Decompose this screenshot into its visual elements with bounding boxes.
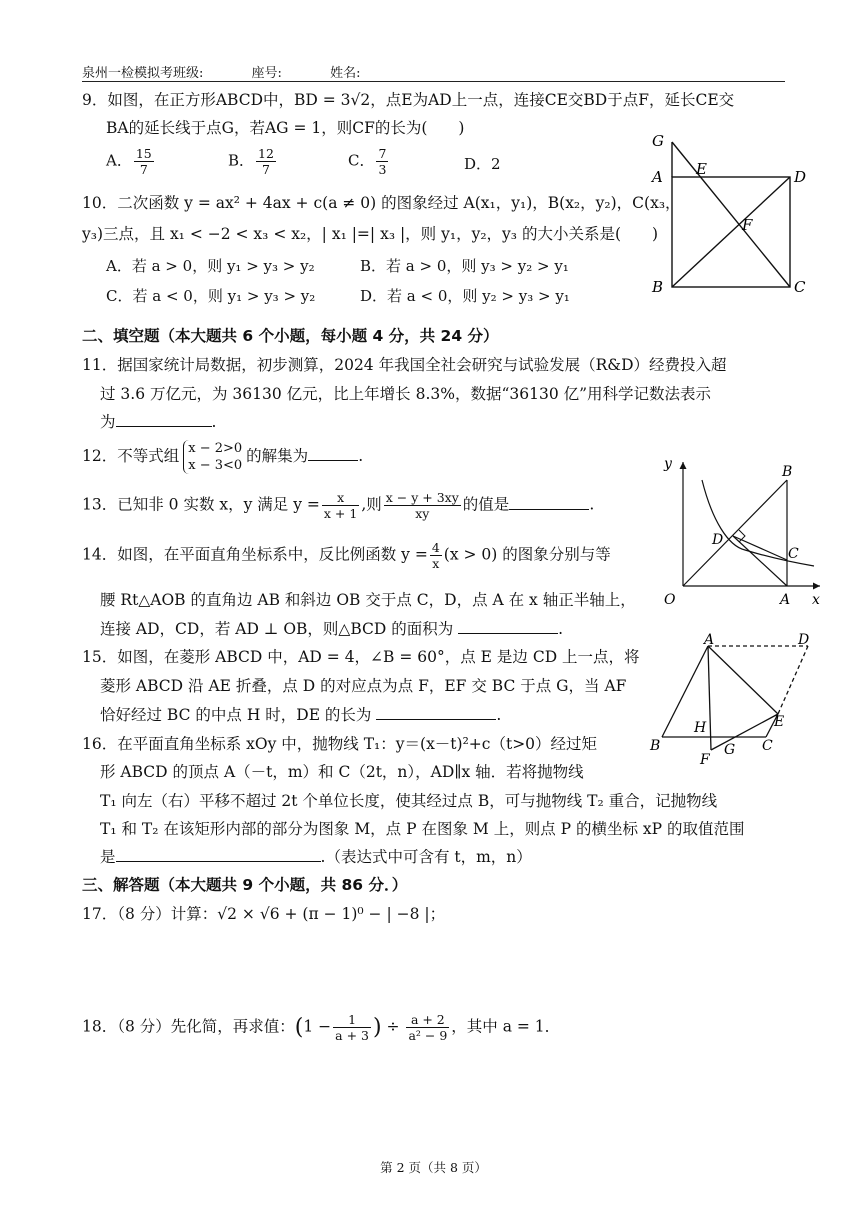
q13-answer-blank[interactable]: [509, 495, 589, 510]
q11-answer-blank[interactable]: [116, 412, 212, 427]
q16-answer-blank[interactable]: [116, 847, 321, 862]
q9-option-b: B． $\frac{12}{7}$: [228, 146, 274, 177]
q10-option-c: C．若 a < 0，则 y₁ > y₃ > y₂: [106, 287, 316, 305]
q15-line1: 15．如图，在菱形 ABCD 中，AD = 4，∠B = 60°，点 E 是边 CD 上一点，将: [82, 648, 640, 666]
label-a: A: [780, 592, 791, 608]
page-footer: 第 2 页（共 8 页）: [380, 1160, 487, 1175]
label-f: F: [700, 752, 710, 768]
q14-line3: 连接 AD，CD，若 AD ⊥ OB，则△BCD 的面积为 .: [100, 620, 564, 638]
name-label: 姓名:: [330, 66, 361, 81]
label-h: H: [694, 720, 707, 736]
q10-option-b: B．若 a > 0，则 y₃ > y₂ > y₁: [360, 257, 569, 275]
label-g: G: [652, 132, 664, 150]
label-d: D: [712, 532, 724, 548]
label-o: O: [664, 592, 676, 608]
label-b: B: [650, 738, 661, 754]
q14-line1: 14．如图，在平面直角坐标系中，反比例函数 y = $\frac{4}{x}$ (x > 0) 的图象分别与等: [82, 540, 611, 571]
header-rule: [82, 81, 785, 82]
q10-option-d: D．若 a < 0，则 y₂ > y₃ > y₁: [360, 287, 570, 305]
label-c: C: [762, 738, 773, 754]
label-y: y: [664, 456, 672, 472]
label-g: G: [724, 742, 736, 758]
q14-coordinate-figure: [650, 450, 830, 615]
q11-line2: 过 3.6 万亿元，为 36130 亿元，比上年增长 8.3%，数据“36130 亿”用科学记数法表示: [100, 385, 712, 403]
label-f: F: [742, 216, 753, 234]
label-a: A: [652, 168, 663, 186]
q12-line: 12．不等式组 x − 2>0 x − 3<0 的解集为 .: [82, 441, 364, 473]
q15-answer-blank[interactable]: [376, 705, 496, 720]
label-b: B: [782, 464, 793, 480]
q18-line: 18．（8 分）先化简，再求值：(1 − $\frac{1}{a + 3}$ ) ÷ $\frac{a + 2}{\text{a² − 9}}$ ，其中 a = 1．: [82, 1012, 561, 1043]
q16-line5: 是 .（表达式中可含有 t，m，n）: [100, 848, 532, 866]
class-label: 泉州一检模拟考班级:: [82, 66, 204, 81]
q9-line2: BA的延长线于点G，若AG = 1，则CF的长为( ): [106, 119, 465, 137]
q14-line2: 腰 Rt△AOB 的直角边 AB 和斜边 OB 交于点 C，D，点 A 在 x 轴正半轴上，: [100, 591, 636, 609]
q17-line: 17．（8 分）计算：√2 × √6 + (π − 1)⁰ − | −8 |；: [82, 905, 446, 923]
q10-line2: y₃)三点，且 x₁ < −2 < x₃ < x₂，| x₁ |=| x₃ |，则 y₁，y₂，y₃ 的大小关系是( ): [82, 225, 659, 243]
seat-label: 座号:: [251, 66, 282, 81]
exam-header: [82, 62, 404, 81]
q13-line: 13．已知非 0 实数 x，y 满足 y = $\frac{x}{x + 1}$ ,则 $\frac{x - y + 3xy}{xy}$ 的值是 .: [82, 490, 595, 521]
label-e: E: [696, 160, 707, 178]
q9-line1: 9．如图，在正方形ABCD中，BD = 3√2，点E为AD上一点，连接CE交BD于点F，延长CE交: [82, 91, 735, 109]
label-d: D: [794, 168, 807, 186]
section-fill-in-title: 二、填空题（本大题共 6 个小题，每小题 4 分，共 24 分）: [82, 327, 499, 345]
q11-line3: 为 .: [100, 413, 217, 431]
q12-answer-blank[interactable]: [308, 446, 358, 461]
q9-option-c: C． $\frac{7}{3}$: [348, 146, 387, 177]
label-x: x: [812, 592, 820, 608]
label-b: B: [652, 278, 664, 296]
label-a: A: [704, 632, 715, 648]
q10-option-a: A．若 a > 0，则 y₁ > y₃ > y₂: [106, 257, 315, 275]
q16-line2: 形 ABCD 的顶点 A（－t，m）和 C（2t，n），AD∥x 轴．若将抛物线: [100, 763, 584, 781]
q9-square-figure: [648, 128, 808, 298]
section-solutions-title: 三、解答题（本大题共 9 个小题，共 86 分．）: [82, 876, 408, 894]
q16-line4: T₁ 和 T₂ 在该矩形内部的部分为图象 M，点 P 在图象 M 上，则点 P 的横坐标 xP 的取值范围: [100, 820, 745, 838]
label-d: D: [798, 632, 810, 648]
label-c: C: [788, 546, 799, 562]
q15-rhombus-figure: [648, 632, 818, 770]
q11-line1: 11．据国家统计局数据，初步测算，2024 年我国全社会研究与试验发展（R&D）经费投入超: [82, 356, 727, 374]
label-c: C: [794, 278, 806, 296]
q14-answer-blank[interactable]: [458, 619, 558, 634]
q16-line1: 16．在平面直角坐标系 xOy 中，抛物线 T₁：y＝(x－t)²+c（t>0）经过矩: [82, 735, 598, 753]
q15-line2: 菱形 ABCD 沿 AE 折叠，点 D 的对应点为点 F，EF 交 BC 于点 G，当 AF: [100, 677, 627, 695]
q9-option-d: D．2: [464, 155, 501, 173]
label-e: E: [774, 714, 785, 730]
q15-line3: 恰好经过 BC 的中点 H 时，DE 的长为 .: [100, 706, 502, 724]
q16-line3: T₁ 向左（右）平移不超过 2t 个单位长度，使其经过点 B，可与抛物线 T₂ 重合，记抛物线: [100, 792, 718, 810]
q10-line1: 10．二次函数 y = ax² + 4ax + c(a ≠ 0) 的图象经过 A(x₁，y₁)，B(x₂，y₂)，C(x₃，: [82, 194, 681, 212]
q9-option-a: A． $\frac{15}{7}$: [106, 146, 152, 177]
